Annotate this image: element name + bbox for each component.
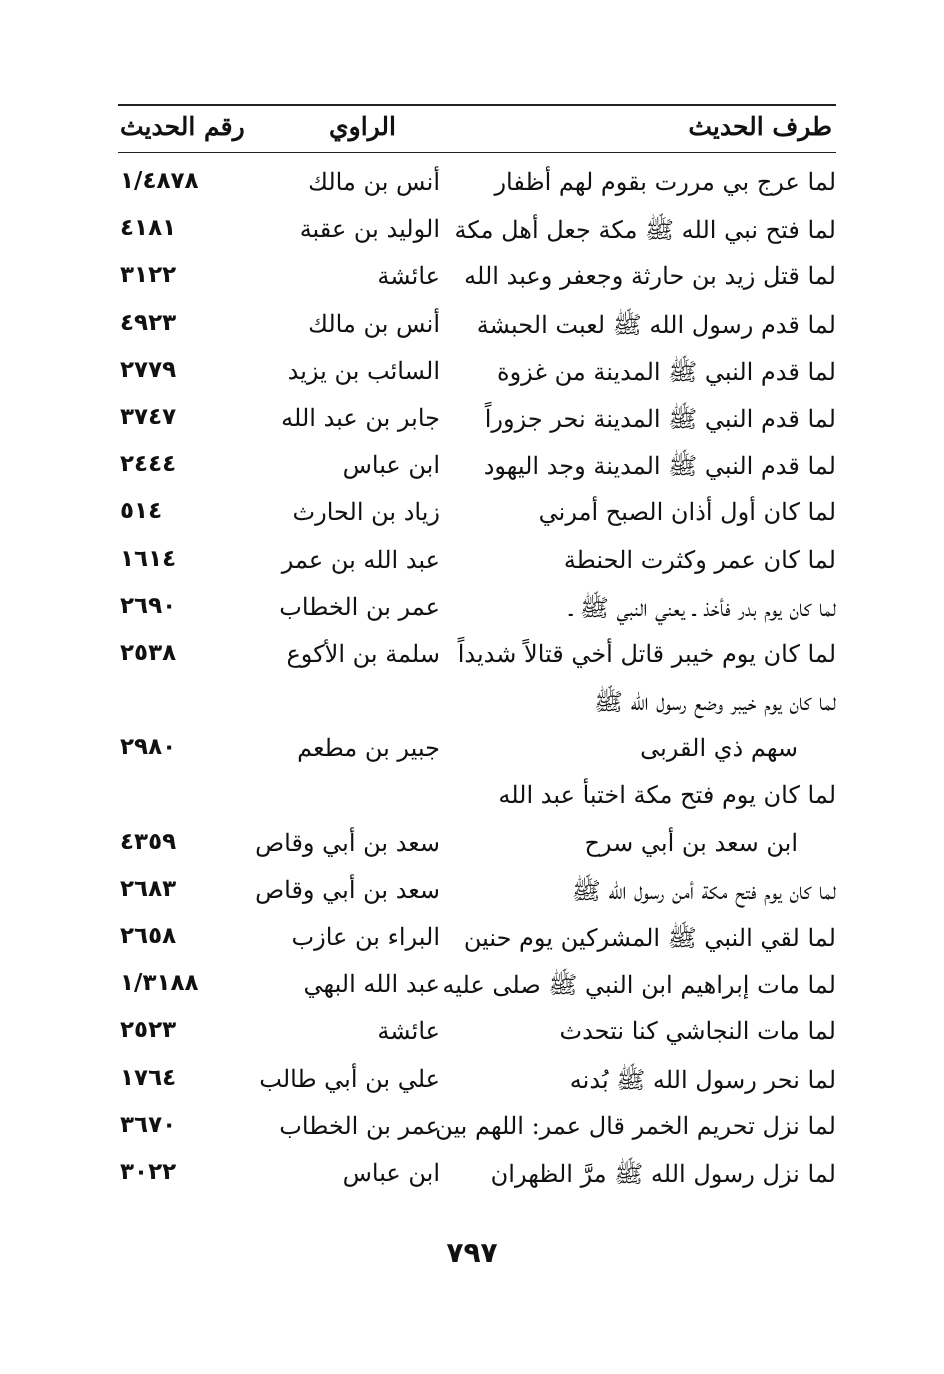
table-header [118,108,836,148]
hadith-number: ٢٤٤٤ [120,451,177,478]
narrator-name: عائشة [377,1017,440,1046]
hadith-text: لما قتل زيد بن حارثة وجعفر وعبد الله [464,262,836,291]
narrator-name: السائب بن يزيد [287,356,440,385]
table-row [118,587,836,634]
hadith-number: ٤٣٥٩ [120,828,177,855]
table-row [118,681,836,728]
hadith-text: لما عرج بي مررت بقوم لهم أظفار [494,168,836,196]
table-row [118,1106,836,1153]
hadith-number: ٣١٢٢ [120,262,177,289]
narrator-name: عمر بن الخطاب [279,1111,440,1140]
hadith-number: ٢٦٩٠ [120,592,177,619]
narrator-name: البراء بن عازب [291,923,440,951]
hadith-text: ابن سعد بن أبي سرح [584,828,798,857]
header-rule [118,152,836,153]
table-row [118,634,836,681]
narrator-name: سعد بن أبي وقاص [255,828,440,857]
hadith-number: ١/٣١٨٨ [120,970,199,997]
hadith-number: ٣٠٢٢ [120,1158,177,1185]
narrator-name: عمر بن الخطاب [279,592,440,621]
hadith-text: لما قدم النبي ﷺ المدينة وجد اليهود [483,452,836,481]
hadith-text: لما قدم رسول الله ﷺ لعبت الحبشة [476,310,836,339]
table-row [118,1011,836,1058]
hadith-number: ١٧٦٤ [120,1064,177,1091]
narrator-name: سلمة بن الأكوع [286,639,440,668]
hadith-text: سهم ذي القربى [640,734,798,763]
table-row [118,1059,836,1106]
narrator-name: جبير بن مطعم [297,734,440,763]
hadith-text: لما كان أول أذان الصبح أمرني [538,498,836,527]
narrator-name: عبد الله بن عمر [281,545,440,574]
hadith-text: لما كان يوم فتح مكة أمن رسول الله ﷺ [571,876,836,905]
hadith-number: ٢٧٧٩ [120,356,177,383]
hadith-number: ٢٦٨٣ [120,875,177,902]
narrator-name: ابن عباس [342,1158,440,1187]
hadith-number: ٤٩٢٣ [120,309,177,336]
top-rule [118,104,836,106]
table-row [118,917,836,964]
hadith-number: ٢٥٢٣ [120,1017,177,1044]
table-row [118,256,836,303]
hadith-number: ١٦١٤ [120,545,177,572]
hadith-text: لما كان عمر وكثرت الحنطة [563,545,836,574]
hadith-number: ١/٤٨٧٨ [120,168,199,194]
table-row [118,398,836,445]
hadith-number: ٢٦٥٨ [120,923,177,949]
hadith-text: لما كان يوم بدر فأخذ ـ يعني النبي ﷺ ـ [569,593,836,622]
table-row [118,964,836,1011]
narrator-name: أنس بن مالك [308,168,440,196]
hadith-number: ٣٧٤٧ [120,403,177,430]
table-row [118,540,836,587]
narrator-name: عائشة [377,262,440,291]
hadith-text: لما نزل تحريم الخمر قال عمر: اللهم بين [435,1111,836,1140]
hadith-number: ٣٦٧٠ [120,1111,177,1138]
narrator-name: زياد بن الحارث [292,498,440,527]
narrator-name: عبد الله البهي [303,970,440,999]
table-row [118,445,836,492]
hadith-number: ٢٩٨٠ [120,734,177,761]
table-row [118,728,836,775]
index-table-body [118,162,836,1200]
hadith-text: لما قدم النبي ﷺ المدينة نحر جزوراً [484,404,836,433]
table-row [118,209,836,256]
page-number: ٧٩٧ [446,1236,498,1269]
narrator-name: سعد بن أبي وقاص [255,875,440,904]
column-header-number: رقم الحديث [120,112,245,141]
hadith-text: لما فتح نبي الله ﷺ مكة جعل أهل مكة [454,216,836,245]
hadith-text: لما نزل رسول الله ﷺ مرَّ الظهران [490,1159,836,1188]
hadith-text: لما كان يوم خيبر وضع رسول الله ﷺ [593,688,836,717]
table-row [118,351,836,398]
hadith-text: لما مات إبراهيم ابن النبي ﷺ صلى عليه [442,971,836,1000]
narrator-name: أنس بن مالك [308,309,440,338]
table-row [118,492,836,539]
hadith-text: لما مات النجاشي كنا نتحدث [559,1017,836,1046]
table-row [118,304,836,351]
column-header-narrator: الراوي [329,112,396,141]
narrator-name: علي بن أبي طالب [259,1064,440,1093]
hadith-text: لما كان يوم فتح مكة اختبأ عبد الله [498,781,836,810]
hadith-number: ٢٥٣٨ [120,639,177,666]
narrator-name: جابر بن عبد الله [281,403,440,432]
column-header-hadith: طرف الحديث [688,112,832,141]
hadith-number: ٤١٨١ [120,215,177,242]
hadith-text: لما نحر رسول الله ﷺ بُدنه [569,1065,836,1094]
table-row [118,823,836,870]
hadith-text: لما قدم النبي ﷺ المدينة من غزوة [497,357,836,386]
table-row [118,775,836,822]
narrator-name: ابن عباس [342,451,440,480]
table-row [118,162,836,209]
hadith-text: لما كان يوم خيبر قاتل أخي قتالاً شديداً [457,639,836,668]
hadith-number: ٥١٤ [120,498,163,525]
narrator-name: الوليد بن عقبة [299,215,440,244]
table-row [118,870,836,917]
table-row [118,1153,836,1200]
hadith-text: لما لقي النبي ﷺ المشركين يوم حنين [463,924,836,952]
